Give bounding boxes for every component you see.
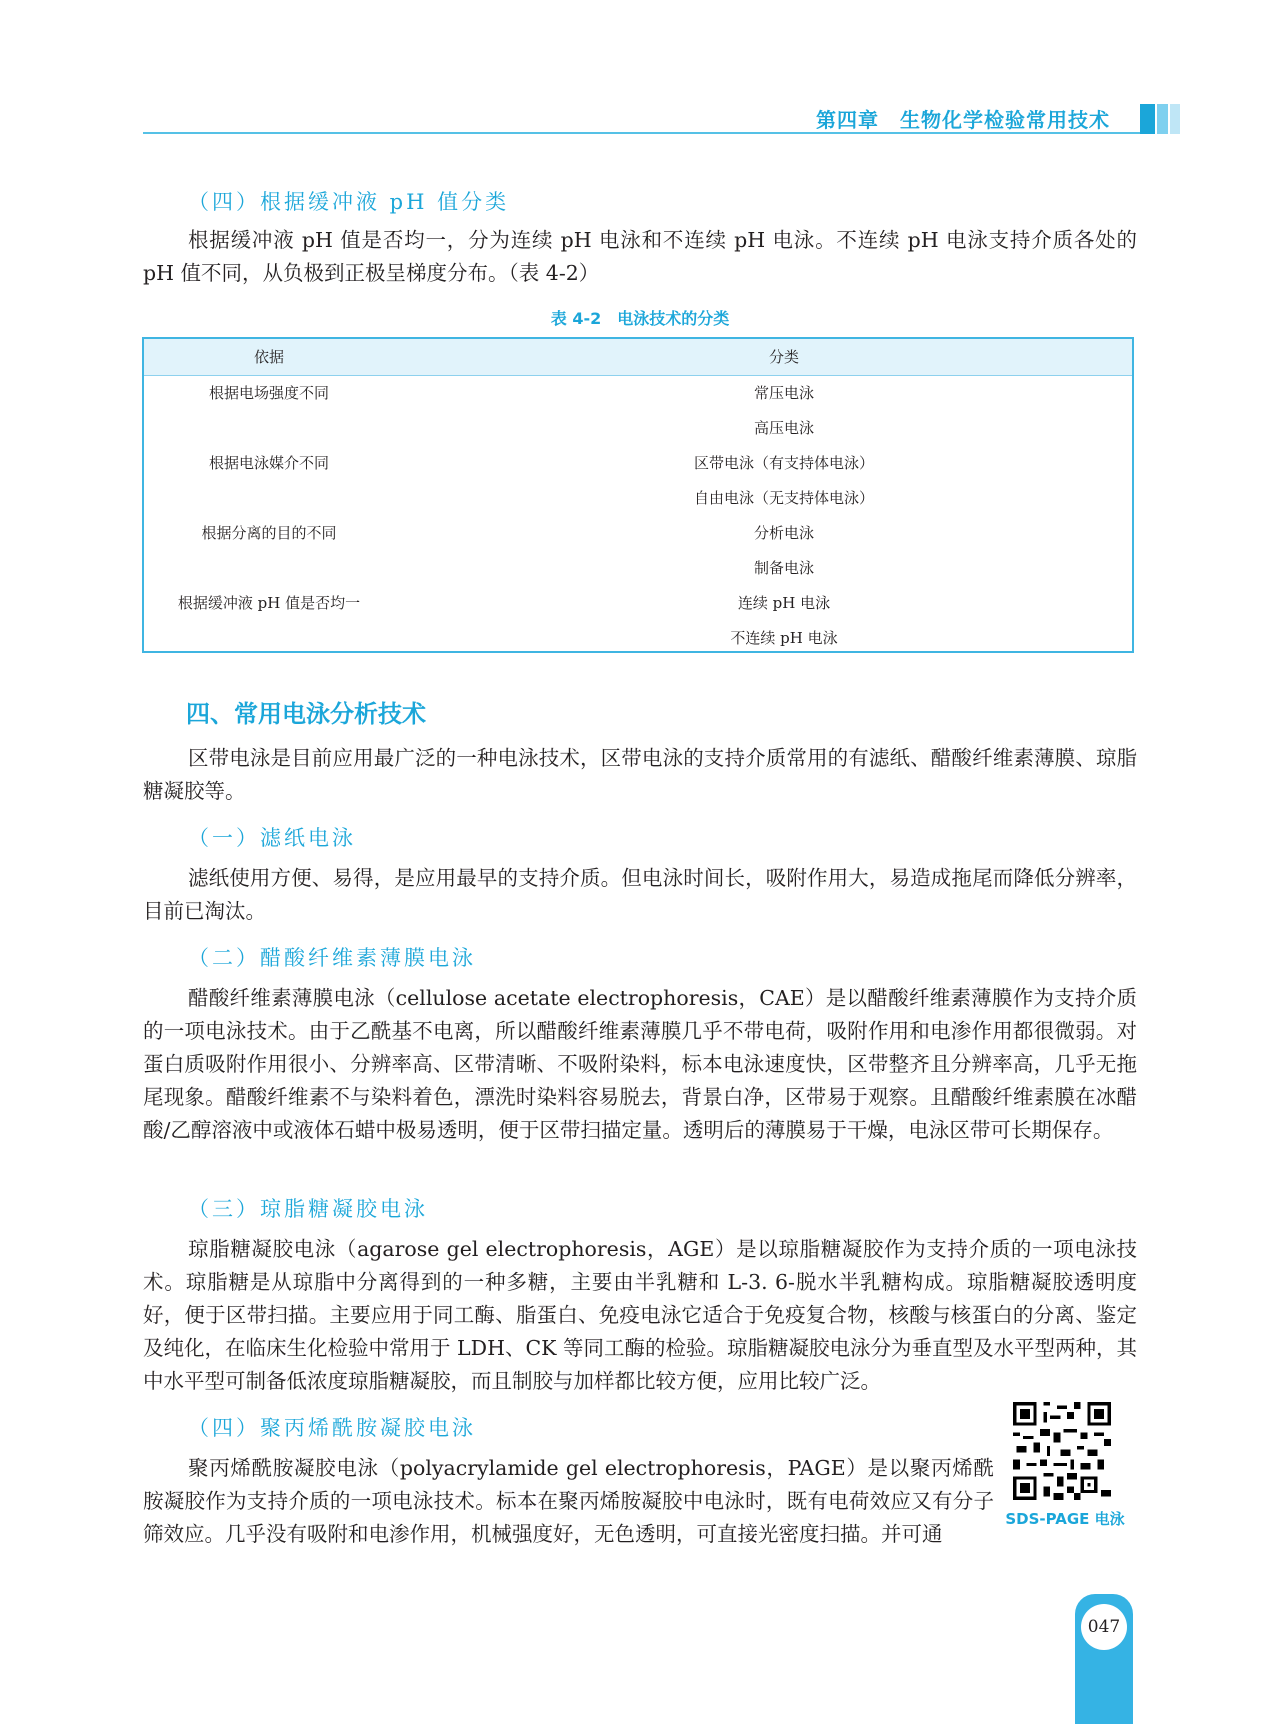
table-cell-type: 高压电泳 (753, 419, 814, 437)
table-cell-type: 制备电泳 (753, 559, 814, 577)
paragraph-age: 琼脂糖凝胶电泳（agarose gel electrophoresis，AGE）是以琼脂糖凝胶作为支持介质的一项电泳技术。琼脂糖是从琼脂中分离得到的一种多糖，主要由半乳糖和 L-3. 6-脱水半乳糖构成。琼脂糖凝胶透明度好，便于区带扫描。主要应用于同工酶、脂蛋白、免疫电泳它适合于免疫复合物，核酸与核蛋白的分离、鉴定及纯化，在临床生化检验中常用于 LDH、CK 等同工酶的检验。琼脂糖凝胶电泳分为垂直型及水平型两种，其中水平型可制备低浓度琼脂糖凝胶，而且制胶与加样都比较方便，应用比较广泛。 (143, 1237, 1137, 1393)
subheading-buffer-ph: （四）根据缓冲液 pH 值分类 (188, 190, 510, 214)
table-cell-type: 连续 pH 电泳 (737, 594, 831, 612)
table-cell-basis: 根据缓冲液 pH 值是否均一 (177, 594, 361, 612)
table-header-classification: 分类 (768, 348, 799, 366)
chapter-header: 第四章 生物化学检验常用技术 (816, 108, 1110, 132)
table-cell-type: 区带电泳（有支持体电泳） (693, 454, 874, 472)
qr-code-icon[interactable] (1013, 1402, 1111, 1500)
header-decor-bar (1157, 104, 1168, 134)
header-rule (143, 132, 1140, 134)
table-cell-type: 不连续 pH 电泳 (730, 629, 838, 647)
qr-caption: SDS-PAGE 电泳 (1005, 1510, 1125, 1528)
table-cell-basis: 根据电场强度不同 (208, 384, 329, 402)
subheading-page: （四）聚丙烯酰胺凝胶电泳 (188, 1416, 476, 1440)
paragraph-buffer-ph: 根据缓冲液 pH 值是否均一，分为连续 pH 电泳和不连续 pH 电泳。不连续 pH 电泳支持介质各处的 pH 值不同，从负极到正极呈梯度分布。（表 4-2） (143, 228, 1137, 285)
header-decor-bar (1140, 104, 1155, 134)
table-cell-basis: 根据分离的目的不同 (201, 524, 337, 542)
electrophoresis-classification-table (142, 337, 1134, 653)
paragraph-filter-paper: 滤纸使用方便、易得，是应用最早的支持介质。但电泳时间长，吸附作用大，易造成拖尾而降低分辨率，目前已淘汰。 (143, 866, 1137, 923)
paragraph-intro: 区带电泳是目前应用最广泛的一种电泳技术，区带电泳的支持介质常用的有滤纸、醋酸纤维素薄膜、琼脂糖凝胶等。 (143, 746, 1137, 803)
table-cell-basis: 根据电泳媒介不同 (208, 454, 329, 472)
table-cell-type: 自由电泳（无支持体电泳） (693, 489, 874, 507)
table-cell-type: 分析电泳 (753, 524, 814, 542)
header-decor-bar (1170, 104, 1180, 134)
page-number: 047 (1081, 1604, 1127, 1650)
table-header-basis: 依据 (253, 348, 284, 366)
table-cell-type: 常压电泳 (753, 384, 814, 402)
table-caption: 表 4-2 电泳技术的分类 (550, 309, 730, 328)
section-title: 四、常用电泳分析技术 (186, 700, 426, 728)
subheading-cae: （二）醋酸纤维素薄膜电泳 (188, 946, 476, 970)
paragraph-cae: 醋酸纤维素薄膜电泳（cellulose acetate electrophoresis，CAE）是以醋酸纤维素薄膜作为支持介质的一项电泳技术。由于乙酰基不电离，所以醋酸纤维素薄膜几乎不带电荷，吸附作用和电渗作用都很微弱。对蛋白质吸附作用很小、分辨率高、区带清晰、不吸附染料，标本电泳速度快，区带整齐且分辨率高，几乎无拖尾现象。醋酸纤维素不与染料着色，漂洗时染料容易脱去，背景白净，区带易于观察。且醋酸纤维素膜在冰醋酸/乙醇溶液中或液体石蜡中极易透明，便于区带扫描定量。透明后的薄膜易于干燥，电泳区带可长期保存。 (143, 986, 1137, 1142)
table-header-row (144, 339, 1132, 376)
subheading-age: （三）琼脂糖凝胶电泳 (188, 1197, 428, 1221)
subheading-filter-paper: （一）滤纸电泳 (188, 826, 356, 850)
paragraph-page: 聚丙烯酰胺凝胶电泳（polyacrylamide gel electrophoresis，PAGE）是以聚丙烯酰胺凝胶作为支持介质的一项电泳技术。标本在聚丙烯胺凝胶中电泳时，既有电荷效应又有分子筛效应。几乎没有吸附和电渗作用，机械强度好，无色透明，可直接光密度扫描。并可通 (143, 1456, 994, 1546)
